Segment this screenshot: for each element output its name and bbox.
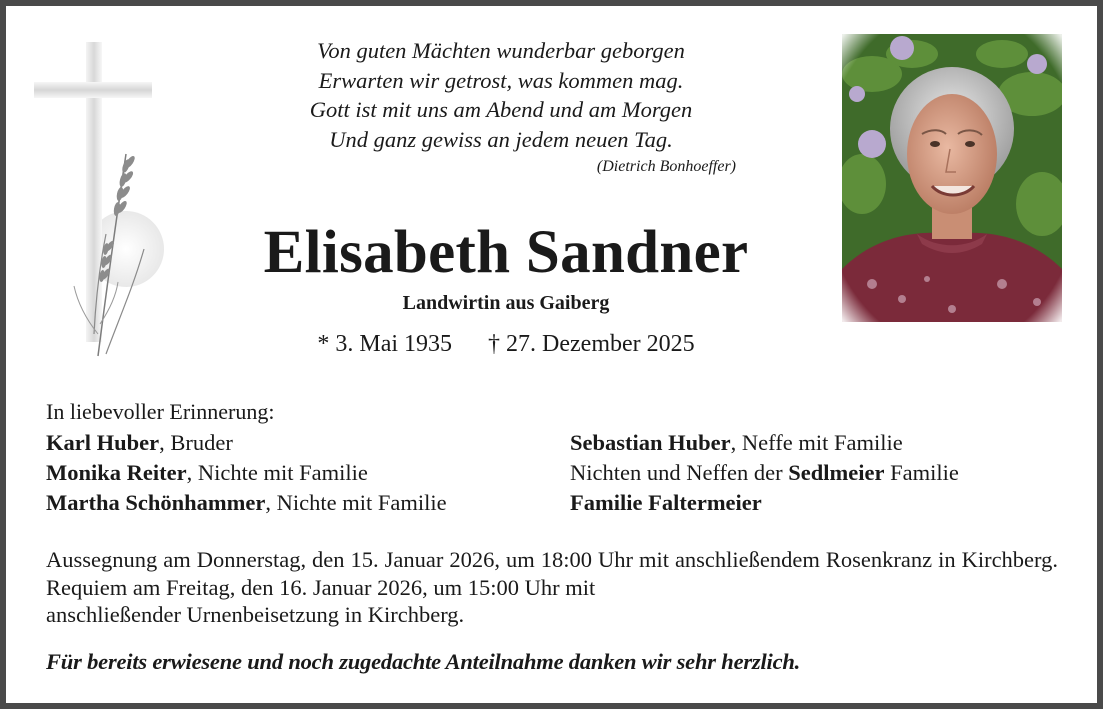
death-date: † 27. Dezember 2025 [488,331,695,357]
mourner-relation: , Bruder [159,430,233,455]
mourner-relation: , Nichte mit Familie [186,460,368,485]
obituary-card [6,6,1097,703]
poem-author: (Dietrich Bonhoeffer) [596,158,736,175]
birth-date: * 3. Mai 1935 [317,331,453,357]
mourner-row [46,488,566,518]
deceased-occupation: Landwirtin aus Gaiberg [402,292,610,314]
mourner-row [570,488,1070,518]
thanks-note: Für bereits erwiesene und noch zugedachte Anteilnahme danken wir sehr herzlich. [46,649,801,674]
mourner-row [46,428,566,458]
mourner-name: Sedlmeier [788,460,885,485]
poem-line: Und ganz gewiss an jedem neuen Tag. [329,126,673,152]
portrait-photo [842,34,1062,322]
poem-line: Gott ist mit uns am Abend und am Morgen [309,97,693,122]
poem-line: Von guten Mächten wunderbar geborgen [317,38,685,63]
mourner-name: Monika Reiter [46,460,187,485]
poem-line: Erwarten wir getrost, was kommen mag. [318,67,684,93]
mourners-intro: In liebevoller Erinnerung: [46,399,275,424]
life-dates [236,331,776,358]
cross-with-wheat-icon [26,34,166,374]
mourner-relation: , Nichte mit Familie [265,490,447,515]
mourner-name: Familie Faltermeier [570,490,762,515]
mourner-row [46,458,566,488]
service-details: Aussegnung am Donnerstag, den 15. Januar 2026, um 18:00 Uhr mit anschließendem Rosenkranz in Kirchberg. Requiem am Freitag, den 16. Januar 2026, um 15:00 Uhr mit [46,547,1058,600]
mourner-name: Karl Huber [46,430,160,455]
mourners-left-column [46,428,566,518]
deceased-name: Elisabeth Sandner [263,219,749,286]
poem [226,36,776,154]
mourner-row [570,428,1070,458]
mourner-prefix: Nichten und Neffen der [570,460,789,485]
service-details-last-line: anschließender Urnenbeisetzung in Kirchberg. [46,602,465,627]
mourner-row [570,458,1070,488]
mourner-name: Martha Schönhammer [46,490,266,515]
mourner-suffix: Familie [884,460,959,485]
mourner-name: Sebastian Huber [570,430,731,455]
mourner-relation: , Neffe mit Familie [730,430,903,455]
mourners-right-column [570,428,1070,518]
